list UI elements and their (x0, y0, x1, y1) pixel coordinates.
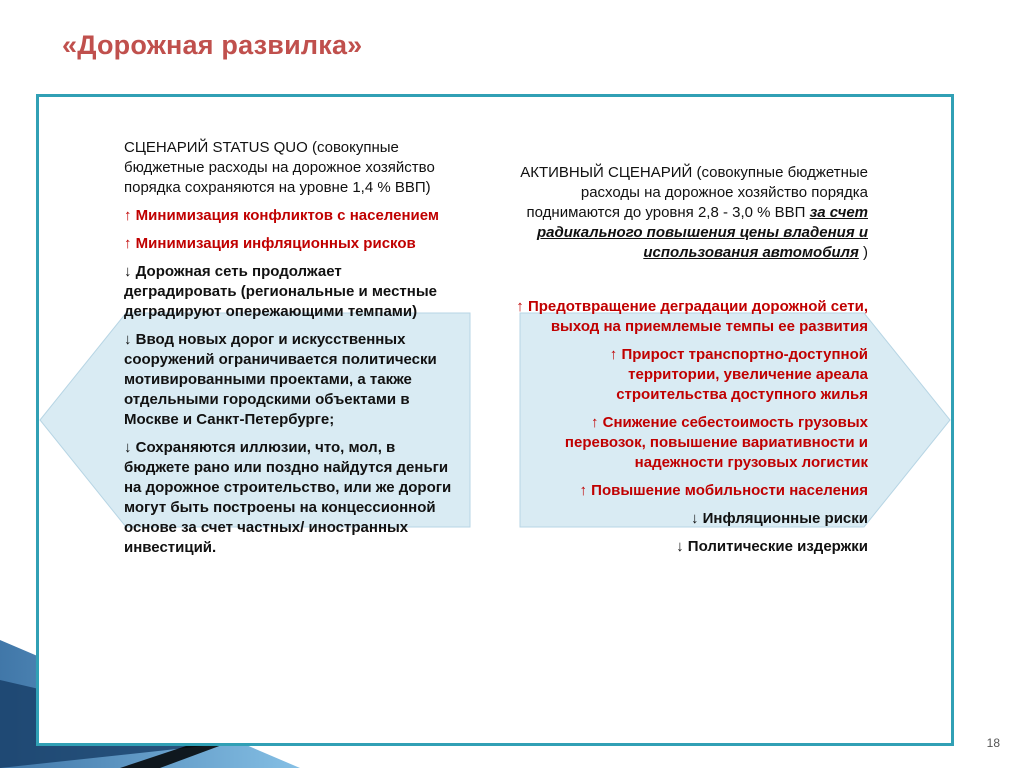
right-heading (516, 163, 868, 263)
right-item: ↑ Прирост транспортно-доступной территории, увеличение ареала строительства доступного жилья (609, 346, 868, 403)
right-item: ↓ Инфляционные риски (690, 510, 868, 527)
slide-title: «Дорожная развилка» (62, 30, 363, 60)
left-item: ↑ Минимизация инфляционных рисков (124, 235, 416, 252)
left-item: ↓ Сохраняются иллюзии, что, мол, в бюджете рано или поздно найдутся деньги на дорожное строительство, или же дороги могут быть построены на концессионной основе за счет частных/ иностранных инвестиций. (124, 439, 452, 556)
right-heading-lead: АКТИВНЫЙ СЦЕНАРИЙ (520, 164, 693, 181)
left-item: ↓ Дорожная сеть продолжает деградировать (региональные и местные деградируют опережающими темпами) (124, 263, 437, 320)
page-number: 18 (986, 736, 1000, 750)
left-scenario-column (124, 138, 458, 566)
right-heading-end: ) (858, 244, 868, 261)
right-item: ↓ Политические издержки (676, 538, 868, 555)
right-scenario-column (516, 163, 868, 565)
right-heading-emphasis: за счет радикального повышения цены владения и использования автомобиля (536, 204, 868, 261)
left-item: ↑ Минимизация конфликтов с населением (124, 207, 439, 224)
left-heading-rest: (совокупные бюджетные расходы на дорожное хозяйство порядка сохраняются на уровне 1,4 % ВВП) (124, 139, 435, 196)
right-heading-rest: (совокупные бюджетные расходы на дорожное хозяйство порядка поднимаются до уровня 2,8 - 3,0 % ВВП (526, 164, 868, 221)
left-item: ↓ Ввод новых дорог и искусственных сооружений ограничивается политически мотивированными проектами, а также отдельными городскими объектами в Москве и Санкт-Петербурге; (124, 331, 437, 428)
right-item: ↑ Снижение себестоимость грузовых перевозок, повышение вариативности и надежности грузовых логистик (564, 414, 868, 471)
left-heading (124, 138, 458, 198)
right-item: ↑ Предотвращение деградации дорожной сети, выход на приемлемые темпы ее развития (516, 298, 868, 335)
left-heading-lead: СЦЕНАРИЙ STATUS QUO (124, 139, 308, 156)
right-item: ↑ Повышение мобильности населения (579, 482, 868, 499)
